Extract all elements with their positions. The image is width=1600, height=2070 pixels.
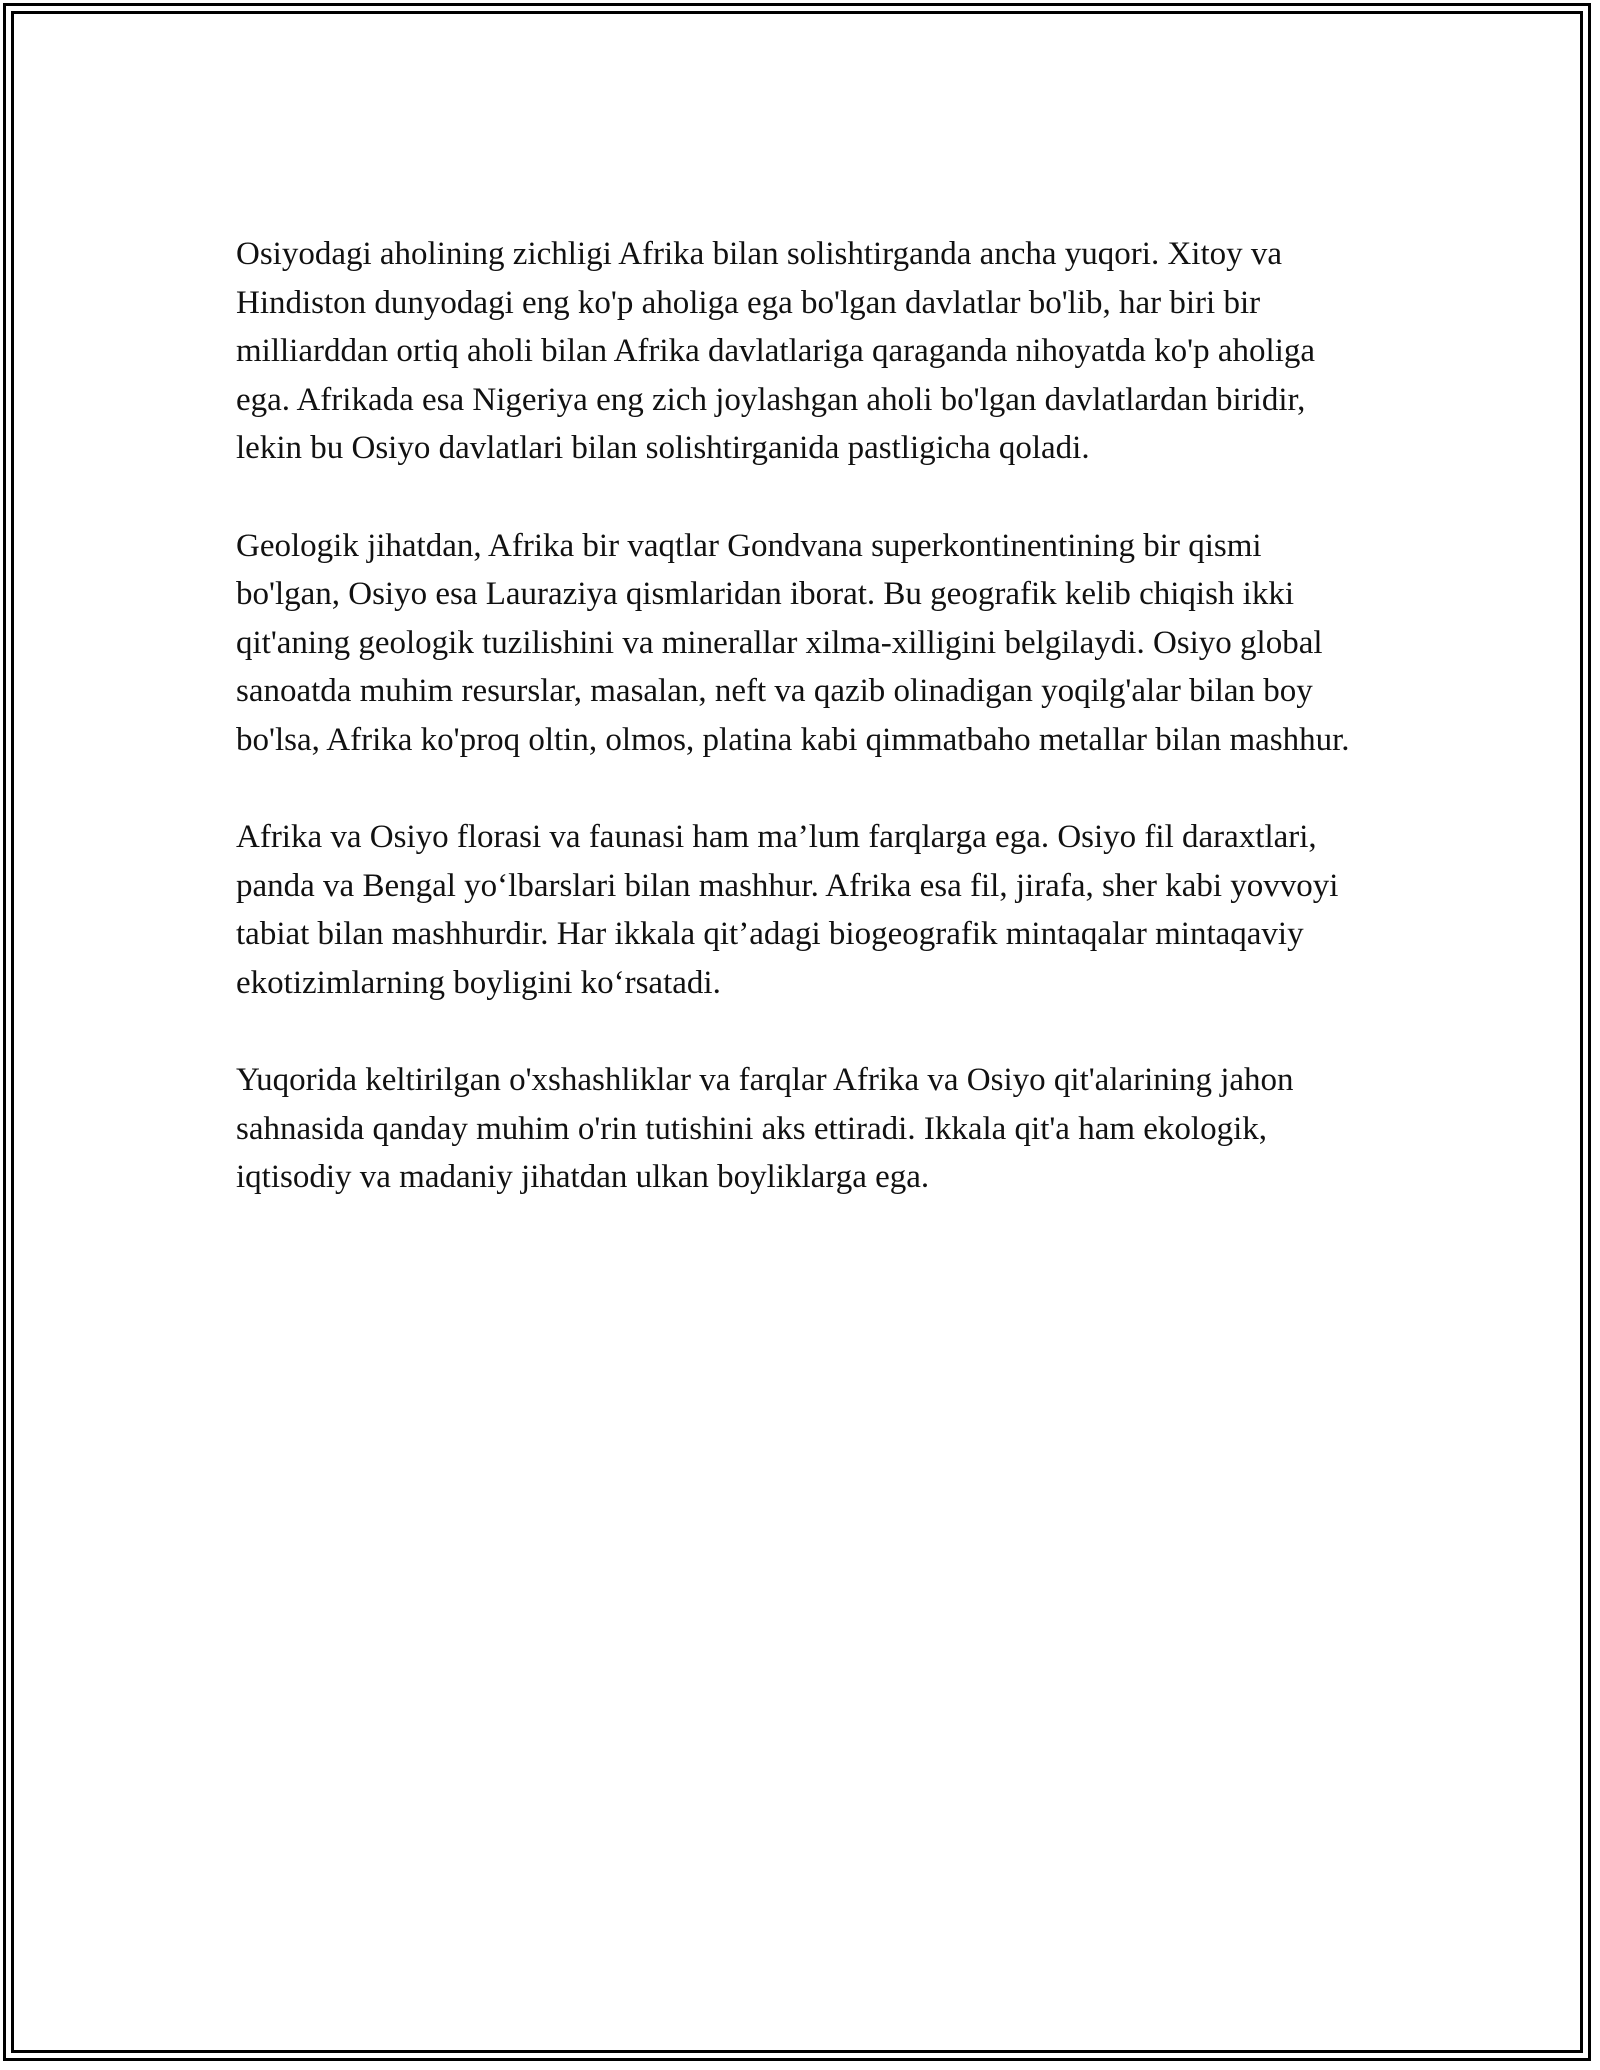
document-body: [236, 230, 1366, 1251]
paragraph-conclusion: Yuqorida keltirilgan o'xshashliklar va farqlar Afrika va Osiyo qit'alarining jahon sahnasida qanday muhim o'rin tutishini aks ettiradi. Ikkala qit'a ham ekologik, iqtisodiy va madaniy jihatdan ulkan boyliklarga ega.: [236, 1062, 1294, 1195]
paragraph-flora-fauna: Afrika va Osiyo florasi va faunasi ham ma’lum farqlarga ega. Osiyo fil daraxtlari, panda va Bengal yo‘lbarslari bilan mashhur. Afrika esa fil, jirafa, sher kabi yovvoyi tabiat bilan mashhurdir. Har ikkala qit’adagi biogeografik mintaqalar mintaqaviy ekotizimlarning boyligini ko‘rsatadi.: [236, 819, 1339, 1001]
paragraph-geology: Geologik jihatdan, Afrika bir vaqtlar Gondvana superkontinentining bir qismi bo'lgan, Osiyo esa Lauraziya qismlaridan iborat. Bu geografik kelib chiqish ikki qit'aning geologik tuzilishini va minerallar xilma-xilligini belgilaydi. Osiyo global sanoatda muhim resurslar, masalan, neft va qazib olinadigan yoqilg'alar bilan boy bo'lsa, Afrika ko'proq oltin, olmos, platina kabi qimmatbaho metallar bilan mashhur.: [236, 527, 1350, 758]
paragraph-population: Osiyodagi aholining zichligi Afrika bilan solishtirganda ancha yuqori. Xitoy va Hindiston dunyodagi eng ko'p aholiga ega bo'lgan davlatlar bo'lib, har biri bir milliarddan ortiq aholi bilan Afrika davlatlariga qaraganda nihoyatda ko'p aholiga ega. Afrikada esa Nigeriya eng zich joylashgan aholi bo'lgan davlatlardan biridir, lekin bu Osiyo davlatlari bilan solishtirganida pastligicha qoladi.: [236, 236, 1316, 466]
